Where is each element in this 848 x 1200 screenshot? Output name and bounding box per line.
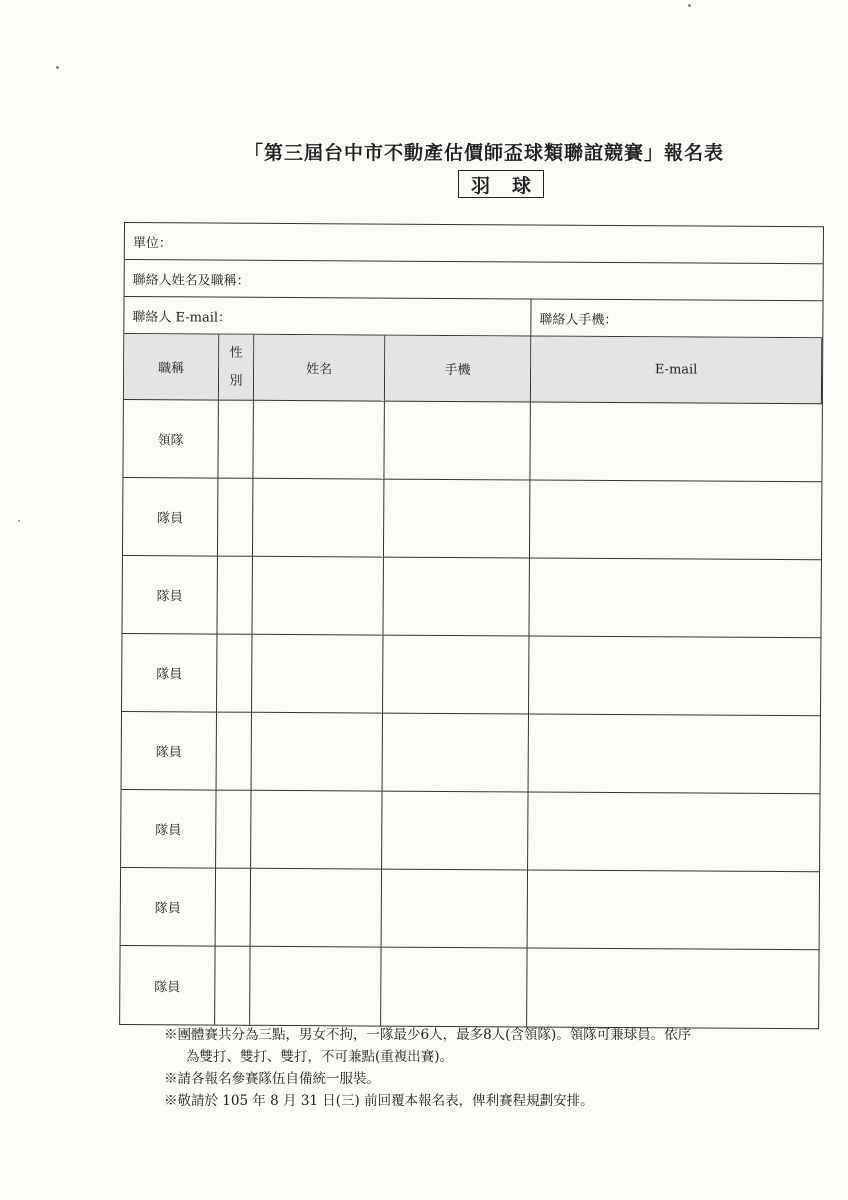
member-email-cell[interactable]	[527, 948, 818, 1028]
member-name-cell[interactable]	[252, 557, 383, 636]
member-name-cell[interactable]	[250, 947, 381, 1026]
member-title-cell: 隊員	[123, 478, 218, 557]
column-header-sex-top: 性	[229, 345, 243, 361]
sport-name-box	[458, 170, 544, 198]
member-name-cell[interactable]	[251, 869, 382, 948]
note-line: ※團體賽共分為三點，男女不拘，一隊最少6人，最多8人(含領隊)。領隊可兼球員。依序	[164, 1027, 692, 1043]
registration-table	[119, 222, 824, 1029]
member-sex-cell[interactable]	[217, 635, 252, 713]
column-header-name: 姓名	[254, 335, 385, 402]
member-name-cell[interactable]	[252, 713, 383, 792]
note-line: ※敬請於 105 年 8 月 31 日(三) 前回覆本報名表，俾利賽程規劃安排。	[164, 1093, 594, 1109]
member-email-cell[interactable]	[530, 402, 821, 482]
member-title-cell: 隊員	[122, 712, 217, 791]
member-name-cell[interactable]	[252, 635, 383, 714]
member-email-cell[interactable]	[528, 792, 819, 872]
member-phone-cell[interactable]	[382, 870, 528, 949]
column-header-sex-bottom: 別	[229, 373, 243, 389]
column-header-title: 職稱	[124, 334, 219, 401]
column-header-email: E-mail	[531, 336, 822, 404]
sport-name-char-2: 球	[511, 174, 531, 197]
column-header-phone: 手機	[385, 336, 531, 403]
member-sex-cell[interactable]	[216, 791, 251, 869]
member-email-cell[interactable]	[529, 714, 820, 794]
member-title-cell: 隊員	[121, 790, 216, 869]
member-phone-cell[interactable]	[381, 948, 527, 1027]
member-sex-cell[interactable]	[217, 713, 252, 791]
contact-name-field[interactable]	[125, 260, 823, 301]
member-phone-cell[interactable]	[384, 402, 530, 481]
member-name-cell[interactable]	[251, 791, 382, 870]
note-line: ※請各報名參賽隊伍自備統一服裝。	[164, 1071, 380, 1087]
member-email-cell[interactable]	[530, 480, 821, 560]
member-email-cell[interactable]	[528, 870, 819, 950]
contact-phone-field[interactable]	[531, 299, 822, 337]
contact-row	[124, 297, 822, 338]
member-sex-cell[interactable]	[215, 947, 250, 1025]
member-title-cell: 領隊	[123, 400, 218, 479]
member-sex-cell[interactable]	[218, 479, 253, 557]
contact-phone-label: 聯絡人手機：	[539, 312, 618, 328]
member-title-cell: 隊員	[122, 634, 217, 713]
unit-field[interactable]	[125, 223, 823, 264]
member-name-cell[interactable]	[253, 401, 384, 480]
member-title-cell: 隊員	[120, 946, 215, 1025]
member-sex-cell[interactable]	[217, 557, 252, 635]
sport-name-char-1: 羽	[471, 174, 491, 197]
notes-section	[164, 1024, 691, 1112]
unit-label: 單位：	[132, 235, 172, 251]
column-header-sex	[219, 335, 254, 401]
scan-speck	[56, 66, 59, 69]
member-email-cell[interactable]	[529, 558, 820, 638]
member-phone-cell[interactable]	[382, 792, 528, 871]
form-title: 「第三屆台中市不動產估價師盃球類聯誼競賽」報名表	[244, 142, 725, 164]
contact-name-label: 聯絡人姓名及職稱：	[132, 272, 250, 289]
note-line: 為雙打、雙打、雙打，不可兼點(重複出賽)。	[186, 1049, 454, 1065]
member-email-cell[interactable]	[529, 636, 820, 716]
contact-email-field[interactable]	[124, 297, 531, 335]
contact-email-label: 聯絡人 E-mail：	[132, 309, 232, 326]
member-sex-cell[interactable]	[218, 401, 253, 479]
member-grid	[120, 334, 822, 1028]
member-phone-cell[interactable]	[383, 714, 529, 793]
member-phone-cell[interactable]	[383, 636, 529, 715]
member-phone-cell[interactable]	[384, 480, 530, 559]
scan-speck	[688, 4, 691, 7]
member-title-cell: 隊員	[121, 868, 216, 947]
member-name-cell[interactable]	[253, 479, 384, 558]
member-sex-cell[interactable]	[216, 869, 251, 947]
member-title-cell: 隊員	[122, 556, 217, 635]
scan-speck	[18, 520, 20, 522]
member-phone-cell[interactable]	[383, 558, 529, 637]
